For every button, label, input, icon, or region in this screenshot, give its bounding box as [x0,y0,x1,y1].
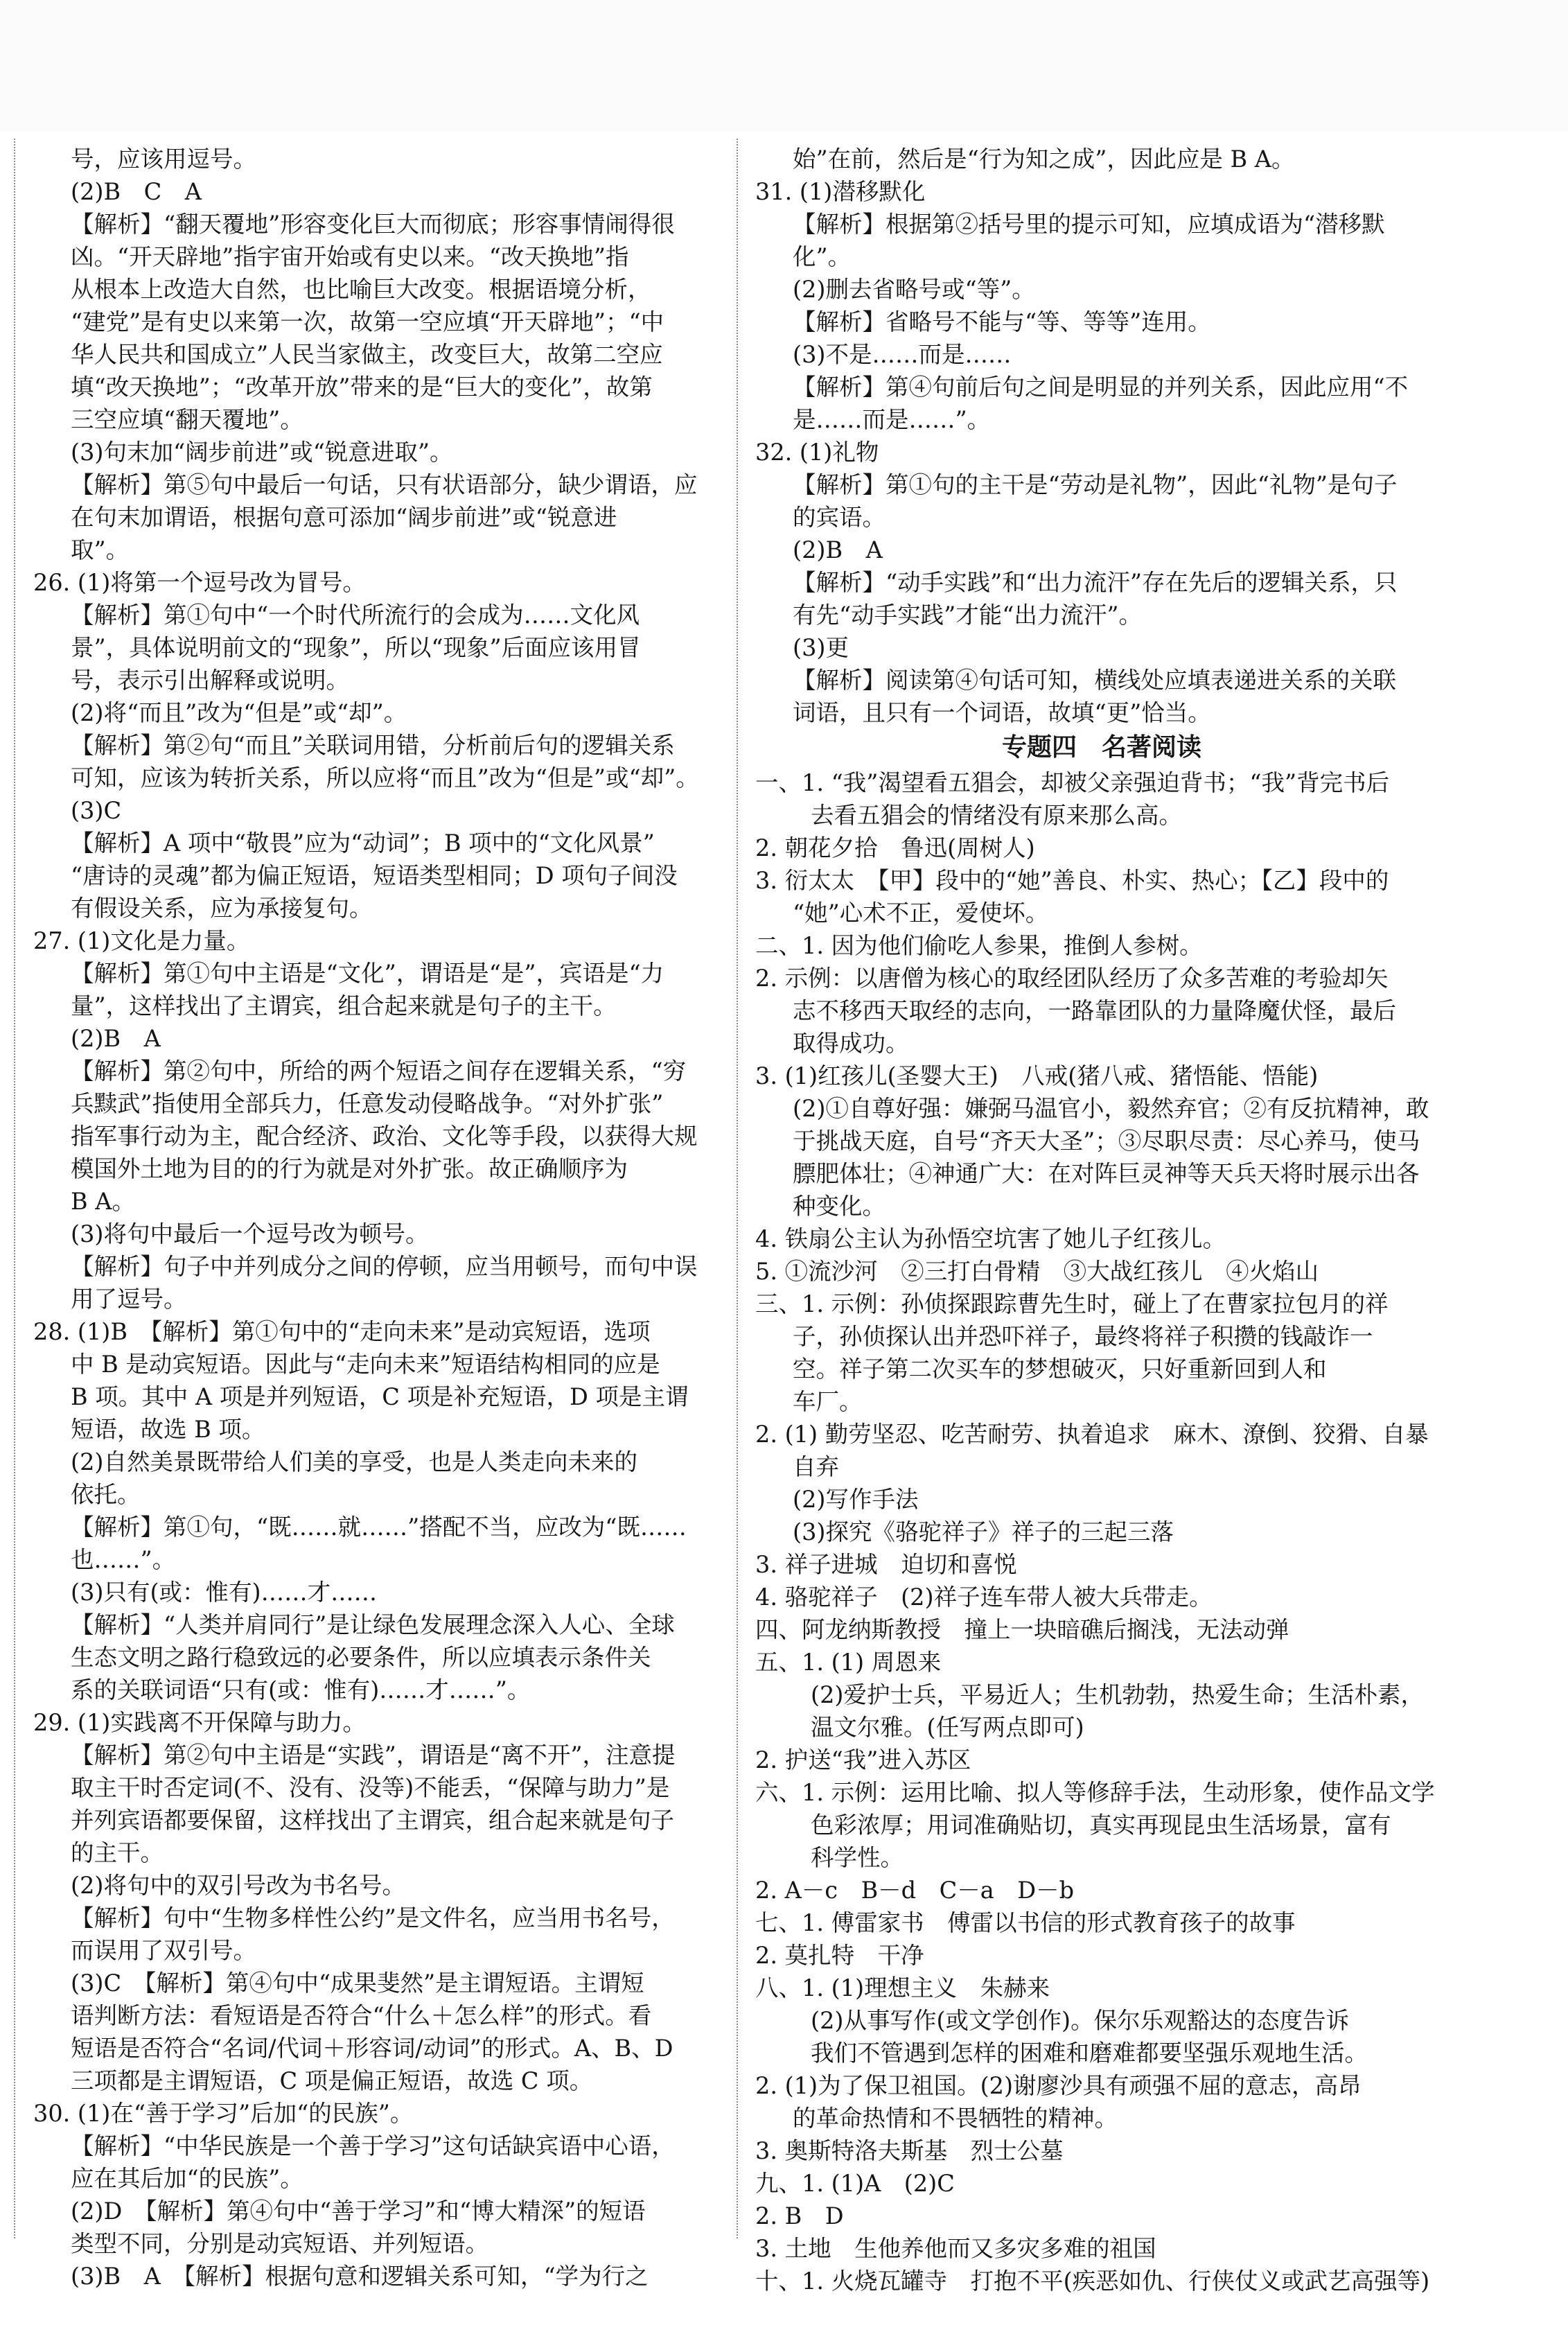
answer-line: 去看五猖会的情绪没有原来那么高。 [811,802,1182,829]
answer-line: 三、1. 示例：孙侦探跟踪曹先生时，碰上了在曹家拉包月的祥 [755,1290,1389,1317]
answer-line: (3)更 [793,634,849,661]
left-margin-rule [14,139,15,2238]
answer-line: 车厂。 [793,1388,863,1415]
answer-line: 而误用了双引号。 [71,1937,256,1964]
answer-line: (3)B A 【解析】根据句意和逻辑关系可知，“学为行之 [71,2263,649,2290]
answer-line: 空。祥子第二次买车的梦想破灭，只好重新回到人和 [793,1356,1327,1383]
answer-line: 化”。 [793,243,852,270]
answer-line: (2)自然美景既带给人们美的享受，也是人类走向未来的 [71,1448,637,1475]
answer-line: (3)不是……而是…… [793,341,1012,368]
answer-line: 4. 铁扇公主认为孙悟空坑害了她儿子红孩儿。 [755,1225,1226,1252]
answer-line: 2. 护送“我”进入苏区 [755,1746,971,1773]
answer-line: “唐诗的灵魂”都为偏正短语，短语类型相同；D 项句子间没 [71,862,678,889]
answer-line: 五、1. (1) 周恩来 [755,1649,942,1676]
answer-line: 28. (1)B 【解析】第①句中的“走向未来”是动宾短语，选项 [33,1318,651,1345]
answer-line: (2)B C A [71,178,202,205]
answer-line: (2)D 【解析】第④句中“善于学习”和“博大精深”的短语 [71,2198,646,2225]
answer-line: 子，孙侦探认出并恐吓祥子，最终将祥子积攒的钱敲诈一 [793,1323,1373,1350]
answer-line: (2)B A [793,536,883,563]
answer-line: 【解析】“人类并肩同行”是让绿色发展理念深入人心、全球 [71,1611,675,1638]
answer-line: (2)B A [71,1025,161,1052]
answer-line: 科学性。 [811,1844,904,1871]
answer-line: 【解析】根据第②括号里的提示可知，应填成语为“潜移默 [793,211,1385,238]
answer-line: 2. (1)为了保卫祖国。(2)谢廖沙具有顽强不屈的意志，高昂 [755,2072,1362,2099]
answer-line: 【解析】第①句的主干是“劳动是礼物”，因此“礼物”是句子 [793,471,1398,498]
answer-line: 七、1. 傅雷家书 傅雷以书信的形式教育孩子的故事 [755,1909,1296,1936]
answer-line: 始”在前，然后是“行为知之成”，因此应是 B A。 [793,146,1295,173]
answer-line: 2. (1) 勤劳坚忍、吃苦耐劳、执着追求 麻木、潦倒、狡猾、自暴 [755,1421,1429,1448]
page-top-margin [0,0,1568,132]
answer-line: 【解析】第⑤句中最后一句话，只有状语部分，缺少谓语，应 [71,471,698,498]
answer-line: 【解析】“翻天覆地”形容变化巨大而彻底；形容事情闹得很 [71,211,675,238]
answer-line: 3. 衍太太 【甲】段中的“她”善良、朴实、热心；【乙】段中的 [755,867,1389,894]
answer-line: 3. 祥子进城 迫切和喜悦 [755,1551,1017,1578]
answer-line: 取”。 [71,536,130,563]
answer-line: 一、1. “我”渴望看五猖会，却被父亲强迫背书；“我”背完书后 [755,769,1390,796]
answer-line: 八、1. (1)理想主义 朱赫来 [755,1974,1050,2001]
answer-line: 【解析】阅读第④句话可知，横线处应填表递进关系的关联 [793,667,1396,694]
answer-line: 有先“动手实践”才能“出力流汗”。 [793,602,1143,629]
answer-line: 膘肥体壮；④神通广大：在对阵巨灵神等天兵天将时展示出各 [793,1160,1420,1187]
answer-line: 并列宾语都要保留，这样找出了主谓宾，组合起来就是句子 [71,1807,674,1834]
answer-line: 3. 土地 生他养他而又多灾多难的祖国 [755,2235,1156,2262]
answer-line: 【解析】省略号不能与“等、等等”连用。 [793,308,1211,335]
answer-line: (2)将“而且”改为“但是”或“却”。 [71,699,407,726]
answer-line: 景”，具体说明前文的“现象”，所以“现象”后面应该用冒 [71,634,641,661]
answer-line: 系的关联词语“只有(或：惟有)……才……”。 [71,1676,531,1703]
answer-line: 取主干时否定词(不、没有、没等)不能丢，“保障与助力”是 [71,1774,670,1801]
column-divider [737,139,738,2238]
answer-line: “建党”是有史以来第一次，故第一空应填“开天辟地”；“中 [71,308,664,335]
answer-line: 2. 示例：以唐僧为核心的取经团队经历了众多苦难的考验却矢 [755,965,1389,992]
answer-line: 30. (1)在“善于学习”后加“的民族”。 [33,2100,414,2127]
answer-line: 模国外土地为目的的行为就是对外扩张。故正确顺序为 [71,1155,628,1182]
answer-line: 【解析】句中“生物多样性公约”是文件名，应当用书名号， [71,1904,675,1931]
answer-line: 语判断方法：看短语是否符合“什么＋怎么样”的形式。看 [71,2002,652,2029]
answer-line: 29. (1)实践离不开保障与助力。 [33,1709,366,1736]
answer-line: 用了逗号。 [71,1286,187,1313]
answer-line: 四、阿龙纳斯教授 撞上一块暗礁后搁浅，无法动弹 [755,1616,1289,1643]
answer-line: 的主干。 [71,1839,164,1866]
answer-line: 九、1. (1)A (2)C [755,2170,955,2197]
answer-line: 32. (1)礼物 [755,439,879,466]
answer-line: (2)删去省略号或“等”。 [793,276,1035,303]
answer-line: 种变化。 [793,1193,886,1220]
answer-line: B A。 [71,1188,135,1215]
answer-line: (2)爱护士兵，平易近人；生机勃勃，热爱生命；生活朴素， [811,1681,1424,1708]
answer-line: 中 B 是动宾短语。因此与“走向未来”短语结构相同的应是 [71,1351,660,1378]
answer-line: 华人民共和国成立”人民当家做主，改变巨大，故第二空应 [71,341,663,368]
answer-line: 十、1. 火烧瓦罐寺 打抱不平(疾恶如仇、行侠仗义或武艺高强等) [755,2268,1430,2295]
answer-line: 六、1. 示例：运用比喻、拟人等修辞手法，生动形象，使作品文学 [755,1779,1435,1806]
answer-line: (2)将句中的双引号改为书名号。 [71,1872,405,1899]
answer-line: 的革命热情和不畏牺牲的精神。 [793,2105,1118,2132]
answer-line: 27. (1)文化是力量。 [33,927,250,954]
answer-line: 【解析】第②句“而且”关联词用错，分析前后句的逻辑关系 [71,732,675,759]
answer-line: 26. (1)将第一个逗号改为冒号。 [33,569,366,596]
answer-line: 【解析】“动手实践”和“出力流汗”存在先后的逻辑关系，只 [793,569,1398,596]
answer-line: 词语，且只有一个词语，故填“更”恰当。 [793,699,1211,726]
answer-line: 兵黩武”指使用全部兵力，任意发动侵略战争。“对外扩张” [71,1090,664,1117]
answer-line: 志不移西天取经的志向，一路靠团队的力量降魔伏怪，最后 [793,997,1396,1024]
answer-line: 2. A－c B－d C－a D－b [755,1877,1075,1904]
answer-line: 有假设关系，应为承接复句。 [71,895,373,922]
answer-line: 【解析】句子中并列成分之间的停顿，应当用顿号，而句中误 [71,1253,698,1280]
answer-line: 【解析】第①句中主语是“文化”，谓语是“是”，宾语是“力 [71,960,664,987]
answer-line: 凶。“开天辟地”指宇宙开始或有史以来。“改天换地”指 [71,243,629,270]
answer-line: (2)写作手法 [793,1486,919,1513]
answer-line: 的宾语。 [793,504,886,531]
answer-line: 在句末加谓语，根据句意可添加“阔步前进”或“锐意进 [71,504,617,531]
answer-line: 【解析】第①句，“既……就……”搭配不当，应改为“既…… [71,1514,687,1541]
answer-line: 可知，应该为转折关系，所以应将“而且”改为“但是”或“却”。 [71,764,699,791]
answer-line: 2. B D [755,2202,844,2229]
answer-line: (3)只有(或：惟有)……才…… [71,1579,378,1606]
answer-line: 5. ①流沙河 ②三打白骨精 ③大战红孩儿 ④火焰山 [755,1258,1319,1285]
answer-line: 【解析】A 项中“敬畏”应为“动词”；B 项中的“文化风景” [71,830,655,857]
answer-line: 短语是否符合“名词/代词＋形容词/动词”的形式。A、B、D [71,2035,673,2062]
answer-line: 也……”。 [71,1546,176,1573]
answer-line: 【解析】第②句中，所给的两个短语之间存在逻辑关系，“穷 [71,1058,687,1085]
answer-line: 填“改天换地”；“改革开放”带来的是“巨大的变化”，故第 [71,374,653,401]
answer-line: 应在其后加“的民族”。 [71,2165,303,2192]
answer-line: 【解析】“中华民族是一个善于学习”这句话缺宾语中心语， [71,2132,675,2159]
answer-line: 三项都是主谓短语，C 项是偏正短语，故选 C 项。 [71,2067,593,2094]
answer-line: 量”，这样找出了主谓宾，组合起来就是句子的主干。 [71,992,617,1019]
answer-line: (3)句末加“阔步前进”或“锐意进取”。 [71,439,453,466]
answer-line: (3)C 【解析】第④句中“成果斐然”是主谓短语。主谓短 [71,1970,644,1997]
answer-line: 号，表示引出解释或说明。 [71,667,349,694]
answer-line: 3. (1)红孩儿(圣婴大王) 八戒(猪八戒、猪悟能、悟能) [755,1062,1319,1089]
answer-line: (3)将句中最后一个逗号改为顿号。 [71,1220,429,1247]
answer-line: 取得成功。 [793,1030,909,1057]
answer-line: 二、1. 因为他们偷吃人参果，推倒人参树。 [755,932,1203,959]
answer-line: (3)探究《骆驼祥子》祥子的三起三落 [793,1518,1174,1545]
answer-line: 【解析】第①句中“一个时代所流行的会成为……文化风 [71,602,640,629]
answer-line: 我们不管遇到怎样的困难和磨难都要坚强乐观地生活。 [811,2040,1368,2067]
answer-line: 31. (1)潜移默化 [755,178,926,205]
answer-line: 依托。 [71,1481,141,1508]
answer-line: 4. 骆驼祥子 (2)祥子连车带人被大兵带走。 [755,1584,1213,1611]
answer-line: (3)C [71,797,122,824]
answer-line: 三空应填“翻天覆地”。 [71,406,303,433]
answer-line: 于挑战天庭，自号“齐天大圣”；③尽职尽责：尽心养马，使马 [793,1128,1420,1155]
answer-line: “她”心术不正，爱使坏。 [793,900,1049,927]
answer-line: (2)①自尊好强：嫌弼马温官小，毅然弃官；②有反抗精神，敢 [793,1095,1429,1122]
right-column [755,143,1448,2297]
answer-line: 2. 朝花夕拾 鲁迅(周树人) [755,834,1035,861]
answer-line: 指军事行动为主，配合经济、政治、文化等手段，以获得大规 [71,1123,698,1150]
answer-line: 自弃 [793,1453,839,1480]
answer-line: 色彩浓厚；用词准确贴切，真实再现昆虫生活场景，富有 [811,1812,1391,1839]
answer-line: B 项。其中 A 项是并列短语，C 项是补充短语，D 项是主谓 [71,1383,689,1410]
answer-line: 号，应该用逗号。 [71,146,256,173]
answer-line: 类型不同，分别是动宾短语、并列短语。 [71,2230,488,2257]
answer-line: 【解析】第④句前后句之间是明显的并列关系，因此应用“不 [793,374,1409,401]
left-column [33,143,726,2292]
answer-line: (2)从事写作(或文学创作)。保尔乐观豁达的态度告诉 [811,2007,1350,2034]
answer-line: 生态文明之路行稳致远的必要条件，所以应填表示条件关 [71,1644,651,1671]
answer-line: 【解析】第②句中主语是“实践”，谓语是“离不开”，注意提 [71,1742,676,1769]
answer-line: 是……而是……”。 [793,406,991,433]
answer-line: 3. 奥斯特洛夫斯基 烈士公墓 [755,2137,1064,2164]
answer-line: 2. 莫扎特 干净 [755,1942,924,1969]
section-heading: 专题四 名著阅读 [1001,733,1201,762]
answer-line: 短语，故选 B 项。 [71,1416,265,1443]
answer-line: 温文尔雅。(任写两点即可) [811,1714,1084,1741]
answer-line: 从根本上改造大自然，也比喻巨大改变。根据语境分析， [71,276,651,303]
